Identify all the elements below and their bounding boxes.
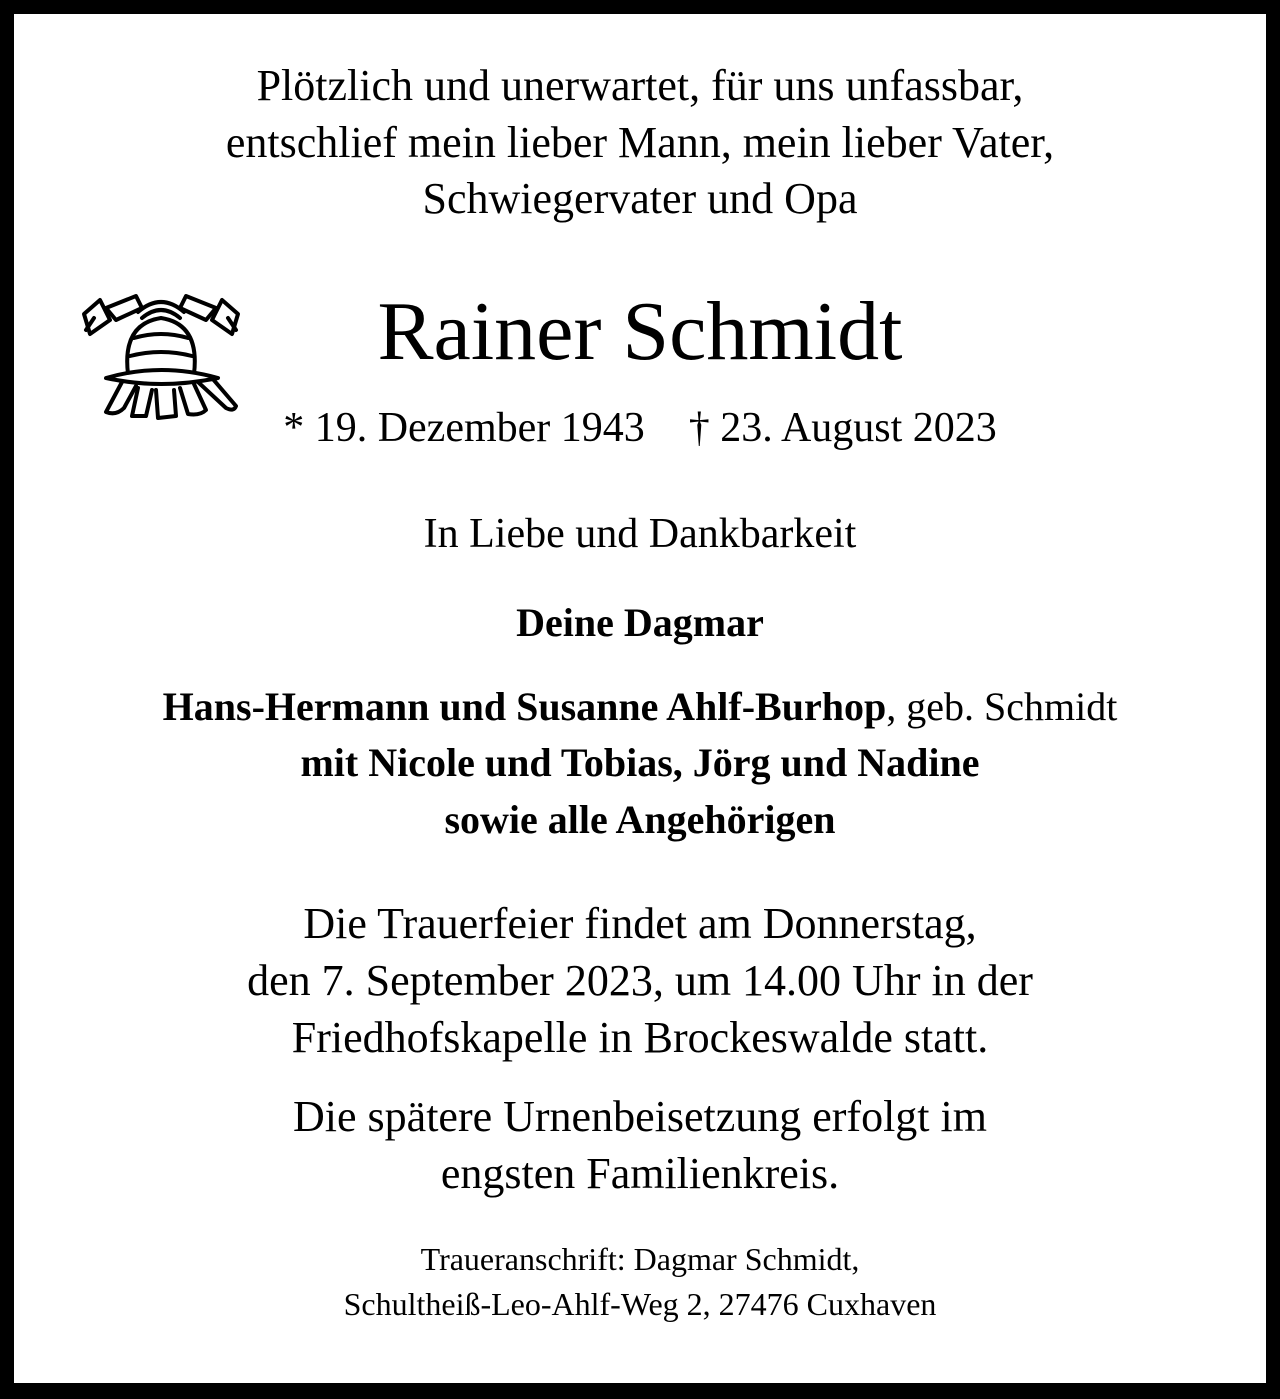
- family-relatives: sowie alle Angehörigen: [444, 797, 836, 842]
- family-children: [0, 684, 1280, 729]
- farewell-text: In Liebe und Dankbarkeit: [423, 511, 857, 557]
- intro-line-2: entschlief mein lieber Mann, mein lieber Vater,: [225, 118, 1055, 167]
- intro-line-3: Schwiegervater und Opa: [422, 174, 858, 223]
- family-spouse: Deine Dagmar: [516, 600, 764, 645]
- service-line-1: Die Trauerfeier findet am Donnerstag,: [303, 899, 977, 948]
- intro-line-1: Plötzlich und unerwartet, für uns unfassbar,: [256, 61, 1024, 110]
- burial-line-2: engsten Familienkreis.: [440, 1149, 840, 1198]
- burial-line-1: Die spätere Urnenbeisetzung erfolgt im: [293, 1092, 987, 1141]
- address-line-1: Traueranschrift: Dagmar Schmidt,: [420, 1241, 860, 1277]
- birth-date: * 19. Dezember 1943: [283, 405, 645, 451]
- family-children-names: Hans-Hermann und Susanne Ahlf-Burhop: [162, 684, 887, 729]
- life-dates: [0, 407, 1280, 449]
- service-line-3: Friedhofskapelle in Brockeswalde statt.: [291, 1013, 989, 1062]
- deceased-name: Rainer Schmidt: [377, 285, 903, 378]
- death-date: † 23. August 2023: [688, 405, 997, 451]
- family-children-suffix: , geb. Schmidt: [886, 684, 1118, 729]
- service-line-2: den 7. September 2023, um 14.00 Uhr in der: [247, 956, 1033, 1005]
- address-line-2: Schultheiß-Leo-Ahlf-Weg 2, 27476 Cuxhaven: [343, 1286, 937, 1322]
- family-grandchildren: mit Nicole und Tobias, Jörg und Nadine: [300, 740, 980, 785]
